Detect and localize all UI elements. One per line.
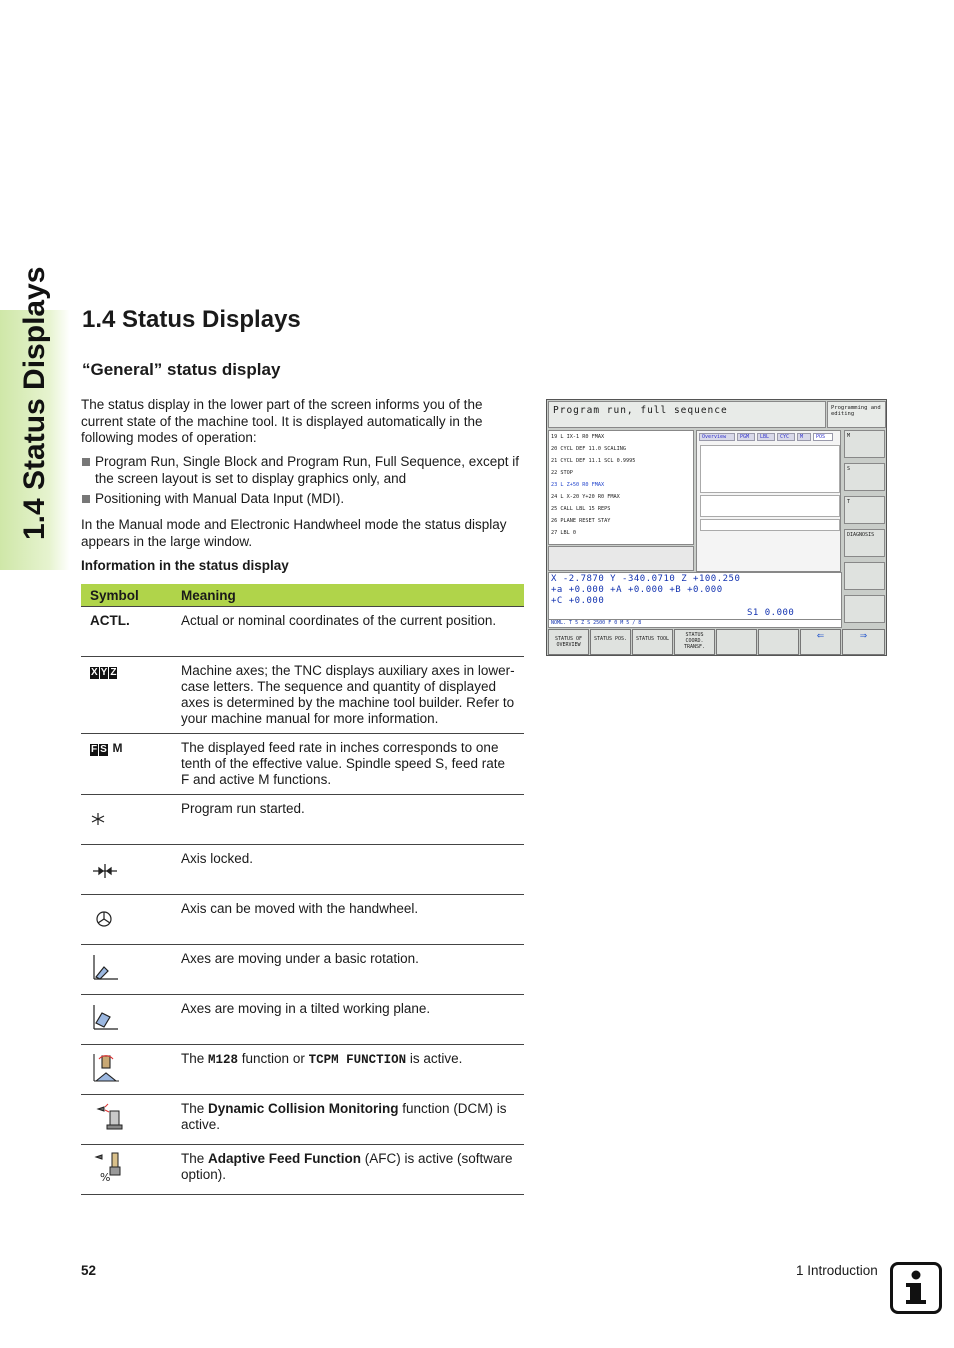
table-row (81, 795, 524, 845)
program-line: 22 STOP (551, 470, 573, 476)
table-header-row (81, 584, 524, 607)
softkey-empty[interactable] (716, 629, 757, 655)
axis-locked-icon (90, 851, 120, 881)
row-meaning: The displayed feed rate in inches corresponds to one tenth of the effective value. Spindle speed S, feed rate F and active M functions. (172, 734, 524, 795)
status-tabs-panel (696, 430, 841, 572)
program-line: 19 L IX-1 R0 FMAX (551, 434, 605, 440)
program-line: 27 LBL 0 (551, 530, 576, 536)
chapter-label: 1 Introduction (796, 1263, 878, 1278)
screen-side-softkeys (843, 430, 886, 622)
row-meaning: Axes are moving under a basic rotation. (172, 945, 524, 995)
softkey-status-overview[interactable]: STATUS OF OVERVIEW (548, 629, 589, 655)
side-softkey-m[interactable]: M (844, 430, 885, 458)
table-row (81, 995, 524, 1045)
program-line: 25 CALL LBL 15 REPS (551, 506, 611, 512)
tab-overview[interactable]: Overview (699, 433, 735, 441)
side-softkey-empty[interactable] (844, 562, 885, 590)
softkey-status-tool[interactable]: STATUS TOOL (632, 629, 673, 655)
row-meaning: The Dynamic Collision Monitoring function (DCM) is active. (172, 1095, 524, 1145)
chapter-side-label: 1.4 Status Displays (18, 266, 51, 540)
fsm-icon: F S M (91, 741, 123, 755)
side-softkey-t[interactable]: T (844, 496, 885, 524)
side-softkey-diagnosis[interactable]: DIAGNOSIS (844, 529, 885, 557)
basic-rotation-panel (700, 519, 840, 531)
header-symbol: Symbol (81, 584, 172, 607)
status-info-table (81, 584, 524, 1195)
table-row (81, 734, 524, 795)
intro-paragraph: The status display in the lower part of the screen informs you of the current state of the machine tool. It is displayed automatically in the following modes of operation: (81, 397, 483, 445)
table-row (81, 657, 524, 734)
side-softkey-s[interactable]: S (844, 463, 885, 491)
afc-icon (90, 1151, 124, 1183)
program-listing (548, 430, 694, 545)
row-meaning: Actual or nominal coordinates of the current position. (172, 607, 524, 657)
table-row (81, 1095, 524, 1145)
program-line: 21 CYCL DEF 11.1 SCL 0.9995 (551, 458, 636, 464)
tilted-plane-icon (90, 1001, 120, 1031)
mode-label: Programming and editing (827, 401, 886, 428)
side-softkey-empty[interactable] (844, 595, 885, 623)
table-row (81, 845, 524, 895)
table-row (81, 1045, 524, 1095)
bullet-square-icon (82, 458, 90, 466)
coordinate-display (548, 572, 842, 622)
row-meaning: Axis can be moved with the handwheel. (172, 895, 524, 945)
coord-row: +C +0.000 (551, 596, 605, 606)
arrow-right-icon[interactable]: ⇒ (842, 629, 885, 655)
program-run-icon (90, 801, 106, 831)
row-meaning: The Adaptive Feed Function (AFC) is active (software option). (172, 1145, 524, 1195)
screen-title: Program run, full sequence (548, 401, 826, 428)
bullet-square-icon (82, 495, 90, 503)
bullet-item: Positioning with Manual Data Input (MDI). (81, 491, 526, 508)
spindle-readout: S1 0.000 (747, 608, 795, 618)
program-line: 26 PLANE RESET STAY (551, 518, 611, 524)
actl-symbol: ACTL. (90, 613, 130, 628)
m128-icon (90, 1051, 120, 1083)
tab-pos[interactable]: POS (813, 433, 833, 441)
table-row (81, 895, 524, 945)
bullet-item: Program Run, Single Block and Program Run, Full Sequence, except if the screen layout is set to display graphics only, and (81, 454, 526, 487)
softkey-status-coord[interactable]: STATUS COORD. TRANSF. (674, 629, 715, 655)
arrow-left-icon[interactable]: ⇐ (800, 629, 841, 655)
dist-panel (700, 445, 840, 493)
info-icon (890, 1262, 942, 1314)
xyz-axes-icon: X Y Z (91, 667, 117, 678)
table-caption: Information in the status display (81, 558, 289, 573)
row-meaning: Axis locked. (172, 845, 524, 895)
tab-pgm[interactable]: PGM (737, 433, 755, 441)
table-row (81, 607, 524, 657)
table-row (81, 1145, 524, 1195)
basic-rotation-icon (90, 951, 120, 981)
row-meaning: Program run started. (172, 795, 524, 845)
svg-text:%: % (100, 1171, 111, 1183)
rotary-panel (700, 495, 840, 517)
coord-row: +a +0.000 +A +0.000 +B +0.000 (551, 585, 723, 595)
row-meaning: Axes are moving in a tilted working plane. (172, 995, 524, 1045)
table-row (81, 945, 524, 995)
dcm-icon (90, 1101, 124, 1131)
tab-lbl[interactable]: LBL (757, 433, 775, 441)
row-meaning: Machine axes; the TNC displays auxiliary axes in lower-case letters. The sequence and quantity of displayed axes is determined by the machine tool builder. Refer to your machine manual for more information. (172, 657, 524, 734)
handwheel-icon (90, 901, 120, 931)
program-line: 20 CYCL DEF 11.0 SCALING (551, 446, 626, 452)
softkey-empty[interactable] (758, 629, 799, 655)
status-line: NOML. T 5 Z S 2500 F 0 M 5 / 8 (548, 619, 842, 628)
softkey-status-pos[interactable]: STATUS POS. (590, 629, 631, 655)
subsection-heading: “General” status display (82, 360, 281, 379)
softkey-row (548, 629, 886, 656)
section-heading: 1.4 Status Displays (82, 306, 301, 333)
tab-cyc[interactable]: CYC (777, 433, 795, 441)
program-line-active: 23 L Z+50 R0 FMAX (551, 482, 605, 488)
load-bars (548, 546, 694, 571)
program-line: 24 L X-20 Y+20 R0 FMAX (551, 494, 620, 500)
row-meaning: The M128 function or TCPM FUNCTION is active. (172, 1045, 524, 1095)
header-meaning: Meaning (172, 584, 524, 607)
manual-paragraph: In the Manual mode and Electronic Handwheel mode the status display appears in the large window. (81, 517, 507, 549)
tab-m[interactable]: M (797, 433, 811, 441)
tnc-screen-figure (546, 399, 887, 656)
page-number: 52 (81, 1263, 97, 1278)
coord-row: X -2.7870 Y -340.0710 Z +100.250 (551, 574, 741, 584)
